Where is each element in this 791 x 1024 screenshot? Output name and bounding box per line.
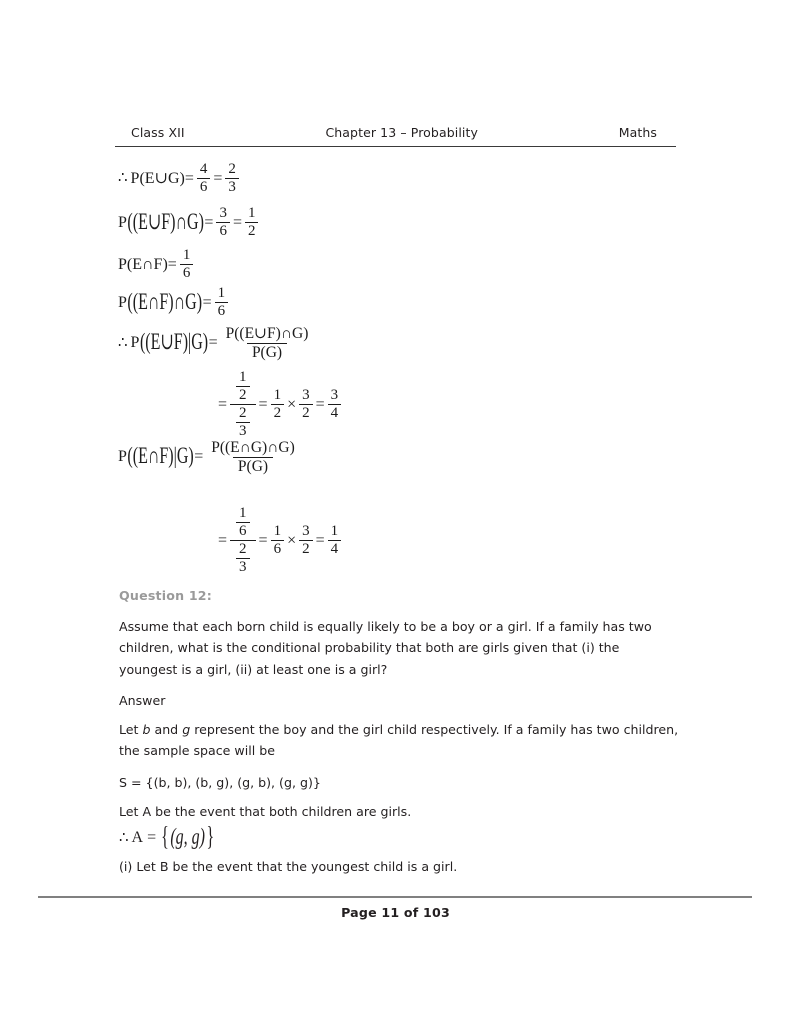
variable-b: b: [142, 722, 151, 738]
equation-8-result: [328, 524, 342, 557]
denominator: 3: [236, 422, 250, 439]
equation-6-complex-fraction: [230, 370, 256, 439]
equation-6-equals-3: =: [315, 395, 325, 413]
set-a-label: A: [131, 829, 144, 847]
multiply-symbol: ×: [287, 531, 297, 549]
denominator: 3: [225, 178, 239, 195]
denominator: 6: [180, 264, 194, 281]
page-number: Page 11 of 103: [341, 905, 450, 920]
equation-5: [118, 326, 316, 360]
numerator: P((E∪F)∩G): [225, 325, 309, 342]
numerator: 3: [219, 205, 227, 221]
denominator: 6: [271, 540, 285, 557]
close-brace: }: [206, 823, 215, 852]
inner-fraction-top: [236, 506, 250, 539]
equation-8-factor-1: [271, 524, 285, 557]
equation-1-fraction-2: [225, 162, 239, 195]
numerator: 1: [273, 387, 282, 403]
equation-1: [118, 162, 242, 195]
answer-label: Answer: [119, 692, 166, 708]
numerator: 1: [273, 523, 282, 539]
equation-5-equals: =: [208, 334, 218, 351]
header-chapter-title: Chapter 13 – Probability: [325, 125, 478, 140]
therefore-symbol: ∴: [119, 829, 129, 846]
denominator: 2: [299, 404, 313, 421]
equation-5-lhs-body: ((E∪F)|G): [139, 329, 209, 355]
numerator: 3: [330, 387, 339, 403]
page-header: [115, 125, 675, 145]
question-heading: Question 12:: [119, 588, 213, 603]
denominator: 6: [197, 178, 211, 195]
sample-space-line: S = {(b, b), (b, g), (g, b), (g, g)}: [119, 774, 321, 790]
denominator: 6: [216, 222, 230, 239]
equation-6-factor-1: [271, 388, 285, 421]
equation-2-equals-2: =: [232, 213, 242, 231]
question-answer-block: [119, 588, 679, 888]
equation-4-equals: =: [202, 293, 212, 311]
equation-4: [118, 286, 231, 319]
equation-2-equals-1: =: [204, 213, 214, 231]
equation-7-equals: =: [194, 448, 204, 465]
set-a-equation: [119, 823, 679, 852]
denominator: 6: [236, 522, 250, 539]
question-text: Assume that each born child is equally likely to be a boy or a girl. If a family has two children, what is the conditional probability that both are girls given that (i) the youngest is a girl, (ii) at least one is a girl?: [119, 619, 652, 677]
set-a-equals: =: [147, 829, 157, 847]
complex-numerator: [230, 370, 256, 404]
equation-2-fraction-1: [216, 206, 230, 239]
denominator: 2: [271, 404, 285, 421]
header-subject-label: Maths: [618, 125, 657, 140]
complex-numerator: [230, 506, 256, 540]
numerator: 1: [217, 285, 226, 301]
denominator: 2: [245, 222, 259, 239]
equation-6-equals-1: =: [218, 395, 228, 413]
therefore-symbol: ∴: [118, 334, 128, 351]
denominator: 3: [236, 558, 250, 575]
equation-8-equals-3: =: [315, 531, 325, 549]
equation-8-equals-1: =: [218, 531, 228, 549]
answer-text-part-1: Let: [119, 722, 143, 738]
equation-4-fraction: [215, 286, 229, 319]
answer-text-part-2: and: [150, 722, 183, 738]
footer-divider: [38, 896, 752, 898]
equation-5-fraction: [221, 326, 314, 360]
inner-fraction-bottom: [236, 542, 250, 575]
denominator: 6: [215, 302, 229, 319]
denominator: 2: [299, 540, 313, 557]
open-brace: {: [161, 823, 169, 852]
numerator: 1: [239, 369, 247, 385]
set-a-content: (g, g): [170, 825, 205, 850]
equation-1-equals-2: =: [213, 169, 223, 187]
equation-3-equals: =: [167, 255, 177, 273]
header-class-label: Class XII: [131, 125, 185, 140]
equation-8-complex-fraction: [230, 506, 256, 575]
header-divider: [115, 146, 676, 147]
equation-6-result: [328, 388, 342, 421]
numerator: 1: [182, 247, 191, 263]
equation-6-equals-2: =: [258, 395, 268, 413]
answer-paragraph-1: [119, 719, 679, 762]
equation-3-lhs: P(E∩F): [118, 255, 168, 273]
complex-denominator: [230, 540, 256, 575]
equation-5-lhs-p: P: [130, 334, 140, 351]
multiply-symbol: ×: [287, 395, 297, 413]
equation-2-lhs-p: P: [118, 213, 127, 231]
equation-8-equals-2: =: [258, 531, 268, 549]
equation-8-factor-2: [299, 524, 313, 557]
denominator: P(G): [247, 343, 287, 361]
inner-fraction-top: [236, 370, 250, 403]
numerator: 1: [239, 505, 247, 521]
numerator: 1: [247, 205, 256, 221]
numerator: 2: [228, 161, 236, 177]
equation-4-lhs-body: ((E∩F)∩G): [127, 289, 203, 315]
denominator: 4: [328, 540, 342, 557]
numerator: 4: [199, 161, 208, 177]
part-i-statement: (i) Let B be the event that the youngest child is a girl.: [119, 859, 458, 875]
equation-7-lhs-body: ((E∩F)|G): [127, 443, 194, 469]
equation-1-lhs: P(E∪G): [130, 169, 185, 187]
numerator: 2: [239, 405, 247, 421]
equation-2-lhs-body: ((E∪F)∩G): [127, 209, 204, 235]
numerator: P((E∩G)∩G): [211, 439, 295, 456]
equation-3-fraction: [180, 248, 194, 281]
equation-6: [218, 370, 344, 439]
numerator: 1: [330, 523, 339, 539]
variable-g: g: [182, 722, 191, 738]
equation-1-equals-1: =: [184, 169, 194, 187]
therefore-symbol: ∴: [118, 170, 128, 186]
equation-4-lhs-p: P: [118, 293, 127, 311]
inner-fraction-bottom: [236, 406, 250, 439]
equation-7: [118, 440, 303, 474]
equation-7-lhs-p: P: [118, 448, 127, 465]
numerator: 3: [302, 523, 310, 539]
denominator: 4: [328, 404, 342, 421]
complex-denominator: [230, 404, 256, 439]
equation-7-fraction: [206, 440, 300, 474]
answer-text-part-3: represent the boy and the girl child respectively. If a family has two children, the sample space will be: [119, 722, 679, 759]
equation-8: [218, 506, 344, 575]
denominator: P(G): [233, 457, 273, 475]
numerator: 3: [302, 387, 310, 403]
equation-6-factor-2: [299, 388, 313, 421]
equation-3: [118, 248, 196, 281]
event-a-definition: Let A be the event that both children are girls.: [119, 804, 412, 820]
equation-1-fraction-1: [197, 162, 211, 195]
equation-2-fraction-2: [245, 206, 259, 239]
equation-2: [118, 206, 261, 239]
denominator: 2: [236, 386, 250, 403]
numerator: 2: [239, 541, 247, 557]
